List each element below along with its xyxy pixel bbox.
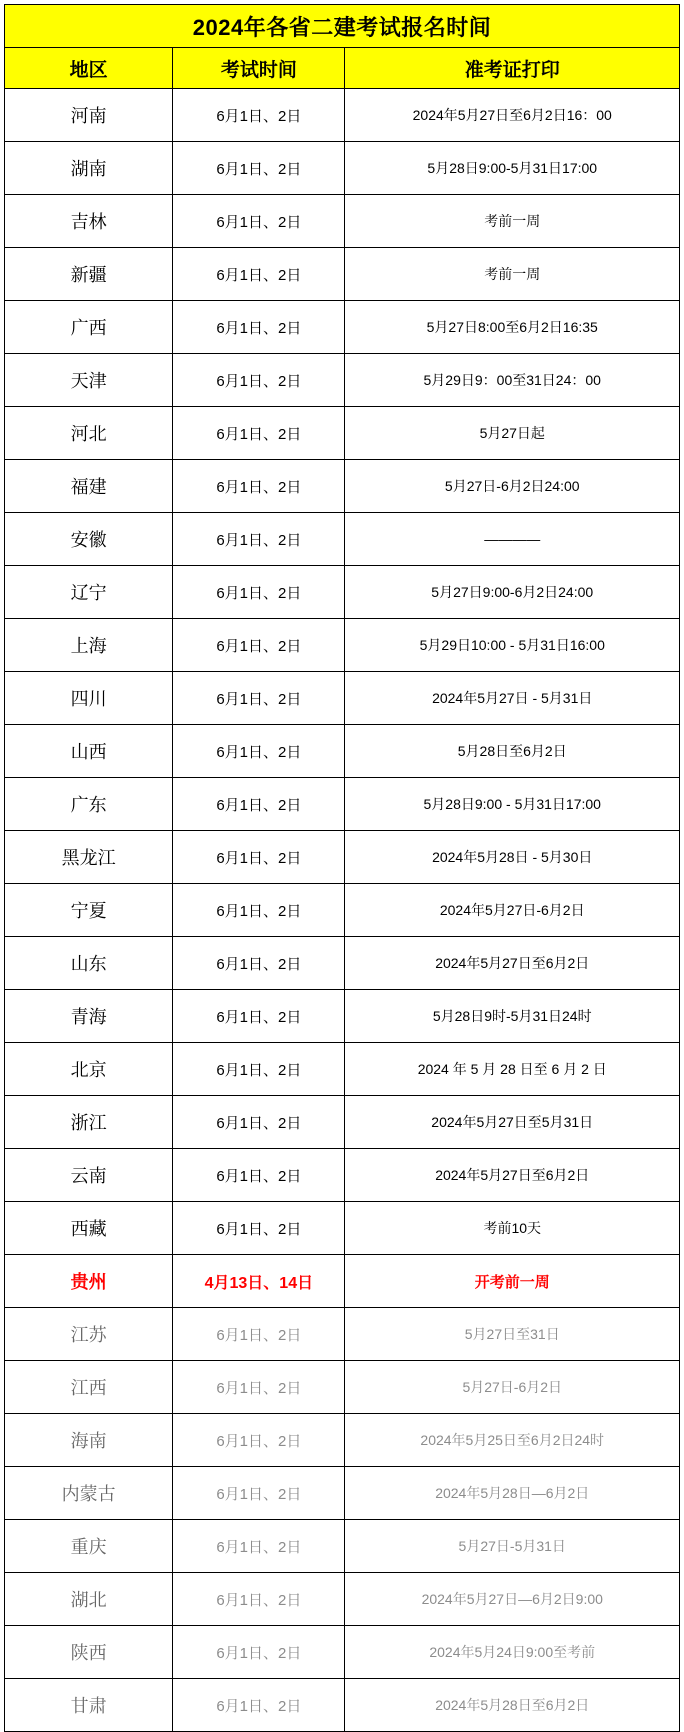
cell-region: 山东 <box>5 937 173 990</box>
cell-admission-ticket-print: 5月28日至6月2日 <box>345 725 680 778</box>
cell-region: 安徽 <box>5 513 173 566</box>
cell-region: 陕西 <box>5 1626 173 1679</box>
cell-exam-time: 4月13日、14日 <box>173 1255 345 1308</box>
cell-exam-time: 6月1日、2日 <box>173 778 345 831</box>
table-row <box>5 1096 680 1149</box>
cell-region: 广西 <box>5 301 173 354</box>
cell-exam-time: 6月1日、2日 <box>173 1467 345 1520</box>
cell-region: 青海 <box>5 990 173 1043</box>
cell-region: 海南 <box>5 1414 173 1467</box>
table-row <box>5 1149 680 1202</box>
cell-admission-ticket-print: 5月27日-6月2日24:00 <box>345 460 680 513</box>
cell-exam-time: 6月1日、2日 <box>173 248 345 301</box>
table-title: 2024年各省二建考试报名时间 <box>5 5 680 48</box>
cell-exam-time: 6月1日、2日 <box>173 1520 345 1573</box>
cell-admission-ticket-print: 2024年5月28日—6月2日 <box>345 1467 680 1520</box>
cell-exam-time: 6月1日、2日 <box>173 1414 345 1467</box>
cell-admission-ticket-print: 5月28日9:00 - 5月31日17:00 <box>345 778 680 831</box>
cell-exam-time: 6月1日、2日 <box>173 301 345 354</box>
cell-exam-time: 6月1日、2日 <box>173 1361 345 1414</box>
cell-exam-time: 6月1日、2日 <box>173 672 345 725</box>
cell-admission-ticket-print: 考前一周 <box>345 195 680 248</box>
cell-admission-ticket-print: 5月27日起 <box>345 407 680 460</box>
cell-admission-ticket-print: 2024年5月27日 - 5月31日 <box>345 672 680 725</box>
cell-exam-time: 6月1日、2日 <box>173 884 345 937</box>
table-row <box>5 195 680 248</box>
column-header-admission-ticket: 准考证打印 <box>345 48 680 89</box>
table-row <box>5 248 680 301</box>
column-header-row <box>5 48 680 89</box>
cell-exam-time: 6月1日、2日 <box>173 566 345 619</box>
cell-region: 黑龙江 <box>5 831 173 884</box>
cell-region: 江西 <box>5 1361 173 1414</box>
cell-exam-time: 6月1日、2日 <box>173 1202 345 1255</box>
cell-region: 上海 <box>5 619 173 672</box>
cell-exam-time: 6月1日、2日 <box>173 1149 345 1202</box>
table-row <box>5 1308 680 1361</box>
cell-region: 新疆 <box>5 248 173 301</box>
table-row <box>5 990 680 1043</box>
cell-region: 辽宁 <box>5 566 173 619</box>
cell-admission-ticket-print: 5月27日-5月31日 <box>345 1520 680 1573</box>
cell-region: 甘肃 <box>5 1679 173 1732</box>
column-header-region: 地区 <box>5 48 173 89</box>
table-row <box>5 142 680 195</box>
cell-region: 四川 <box>5 672 173 725</box>
title-row <box>5 5 680 48</box>
table-row <box>5 778 680 831</box>
cell-admission-ticket-print: 2024年5月27日至6月2日 <box>345 937 680 990</box>
cell-region: 福建 <box>5 460 173 513</box>
table-row <box>5 513 680 566</box>
table-row <box>5 354 680 407</box>
cell-exam-time: 6月1日、2日 <box>173 831 345 884</box>
table-row <box>5 407 680 460</box>
cell-exam-time: 6月1日、2日 <box>173 460 345 513</box>
table-row <box>5 831 680 884</box>
cell-admission-ticket-print: 开考前一周 <box>345 1255 680 1308</box>
cell-exam-time: 6月1日、2日 <box>173 1096 345 1149</box>
table-row <box>5 937 680 990</box>
cell-admission-ticket-print: 2024 年 5 月 28 日至 6 月 2 日 <box>345 1043 680 1096</box>
cell-admission-ticket-print: 考前10天 <box>345 1202 680 1255</box>
cell-exam-time: 6月1日、2日 <box>173 990 345 1043</box>
exam-schedule-table <box>4 4 680 1732</box>
cell-admission-ticket-print: 5月28日9时-5月31日24时 <box>345 990 680 1043</box>
cell-region: 内蒙古 <box>5 1467 173 1520</box>
cell-exam-time: 6月1日、2日 <box>173 195 345 248</box>
cell-region: 浙江 <box>5 1096 173 1149</box>
cell-admission-ticket-print: 2024年5月28日至6月2日 <box>345 1679 680 1732</box>
cell-admission-ticket-print: 2024年5月27日—6月2日9:00 <box>345 1573 680 1626</box>
cell-admission-ticket-print: 2024年5月27日-6月2日 <box>345 884 680 937</box>
cell-region: 湖北 <box>5 1573 173 1626</box>
cell-exam-time: 6月1日、2日 <box>173 1043 345 1096</box>
cell-region: 广东 <box>5 778 173 831</box>
cell-admission-ticket-print: 5月29日10:00 - 5月31日16:00 <box>345 619 680 672</box>
cell-region: 湖南 <box>5 142 173 195</box>
cell-exam-time: 6月1日、2日 <box>173 1308 345 1361</box>
cell-region: 江苏 <box>5 1308 173 1361</box>
cell-admission-ticket-print: 5月27日至31日 <box>345 1308 680 1361</box>
cell-admission-ticket-print: 5月27日9:00-6月2日24:00 <box>345 566 680 619</box>
cell-exam-time: 6月1日、2日 <box>173 89 345 142</box>
cell-admission-ticket-print: 2024年5月27日至6月2日 <box>345 1149 680 1202</box>
cell-admission-ticket-print: 5月27日-6月2日 <box>345 1361 680 1414</box>
cell-admission-ticket-print: 5月29日9：00至31日24：00 <box>345 354 680 407</box>
table-row <box>5 619 680 672</box>
cell-admission-ticket-print: 2024年5月27日至5月31日 <box>345 1096 680 1149</box>
table-row <box>5 1573 680 1626</box>
cell-exam-time: 6月1日、2日 <box>173 937 345 990</box>
table-row <box>5 884 680 937</box>
cell-admission-ticket-print: 5月27日8:00至6月2日16:35 <box>345 301 680 354</box>
cell-admission-ticket-print: 2024年5月28日 - 5月30日 <box>345 831 680 884</box>
cell-admission-ticket-print: 考前一周 <box>345 248 680 301</box>
table-row <box>5 1043 680 1096</box>
cell-admission-ticket-print: 2024年5月27日至6月2日16：00 <box>345 89 680 142</box>
table-row <box>5 1202 680 1255</box>
cell-exam-time: 6月1日、2日 <box>173 725 345 778</box>
table-body <box>5 89 680 1732</box>
table-row <box>5 1467 680 1520</box>
cell-exam-time: 6月1日、2日 <box>173 1626 345 1679</box>
table-header <box>5 5 680 89</box>
cell-exam-time: 6月1日、2日 <box>173 354 345 407</box>
cell-admission-ticket-print: 2024年5月24日9:00至考前 <box>345 1626 680 1679</box>
table-row <box>5 301 680 354</box>
table-row <box>5 1520 680 1573</box>
cell-admission-ticket-print: 2024年5月25日至6月2日24时 <box>345 1414 680 1467</box>
cell-exam-time: 6月1日、2日 <box>173 1679 345 1732</box>
table-row <box>5 1361 680 1414</box>
cell-region: 天津 <box>5 354 173 407</box>
table-row <box>5 1255 680 1308</box>
cell-exam-time: 6月1日、2日 <box>173 1573 345 1626</box>
cell-region: 重庆 <box>5 1520 173 1573</box>
cell-exam-time: 6月1日、2日 <box>173 619 345 672</box>
cell-admission-ticket-print: 5月28日9:00-5月31日17:00 <box>345 142 680 195</box>
cell-admission-ticket-print: ———— <box>345 513 680 566</box>
table-row <box>5 1414 680 1467</box>
table-row <box>5 566 680 619</box>
table-row <box>5 89 680 142</box>
cell-exam-time: 6月1日、2日 <box>173 142 345 195</box>
table-row <box>5 725 680 778</box>
cell-region: 吉林 <box>5 195 173 248</box>
table-row <box>5 1679 680 1732</box>
table-row <box>5 672 680 725</box>
cell-region: 山西 <box>5 725 173 778</box>
table-row <box>5 460 680 513</box>
cell-region: 西藏 <box>5 1202 173 1255</box>
cell-region: 河南 <box>5 89 173 142</box>
cell-region: 河北 <box>5 407 173 460</box>
column-header-exam-time: 考试时间 <box>173 48 345 89</box>
table-row <box>5 1626 680 1679</box>
cell-region: 贵州 <box>5 1255 173 1308</box>
cell-region: 宁夏 <box>5 884 173 937</box>
cell-region: 云南 <box>5 1149 173 1202</box>
cell-exam-time: 6月1日、2日 <box>173 513 345 566</box>
cell-region: 北京 <box>5 1043 173 1096</box>
cell-exam-time: 6月1日、2日 <box>173 407 345 460</box>
